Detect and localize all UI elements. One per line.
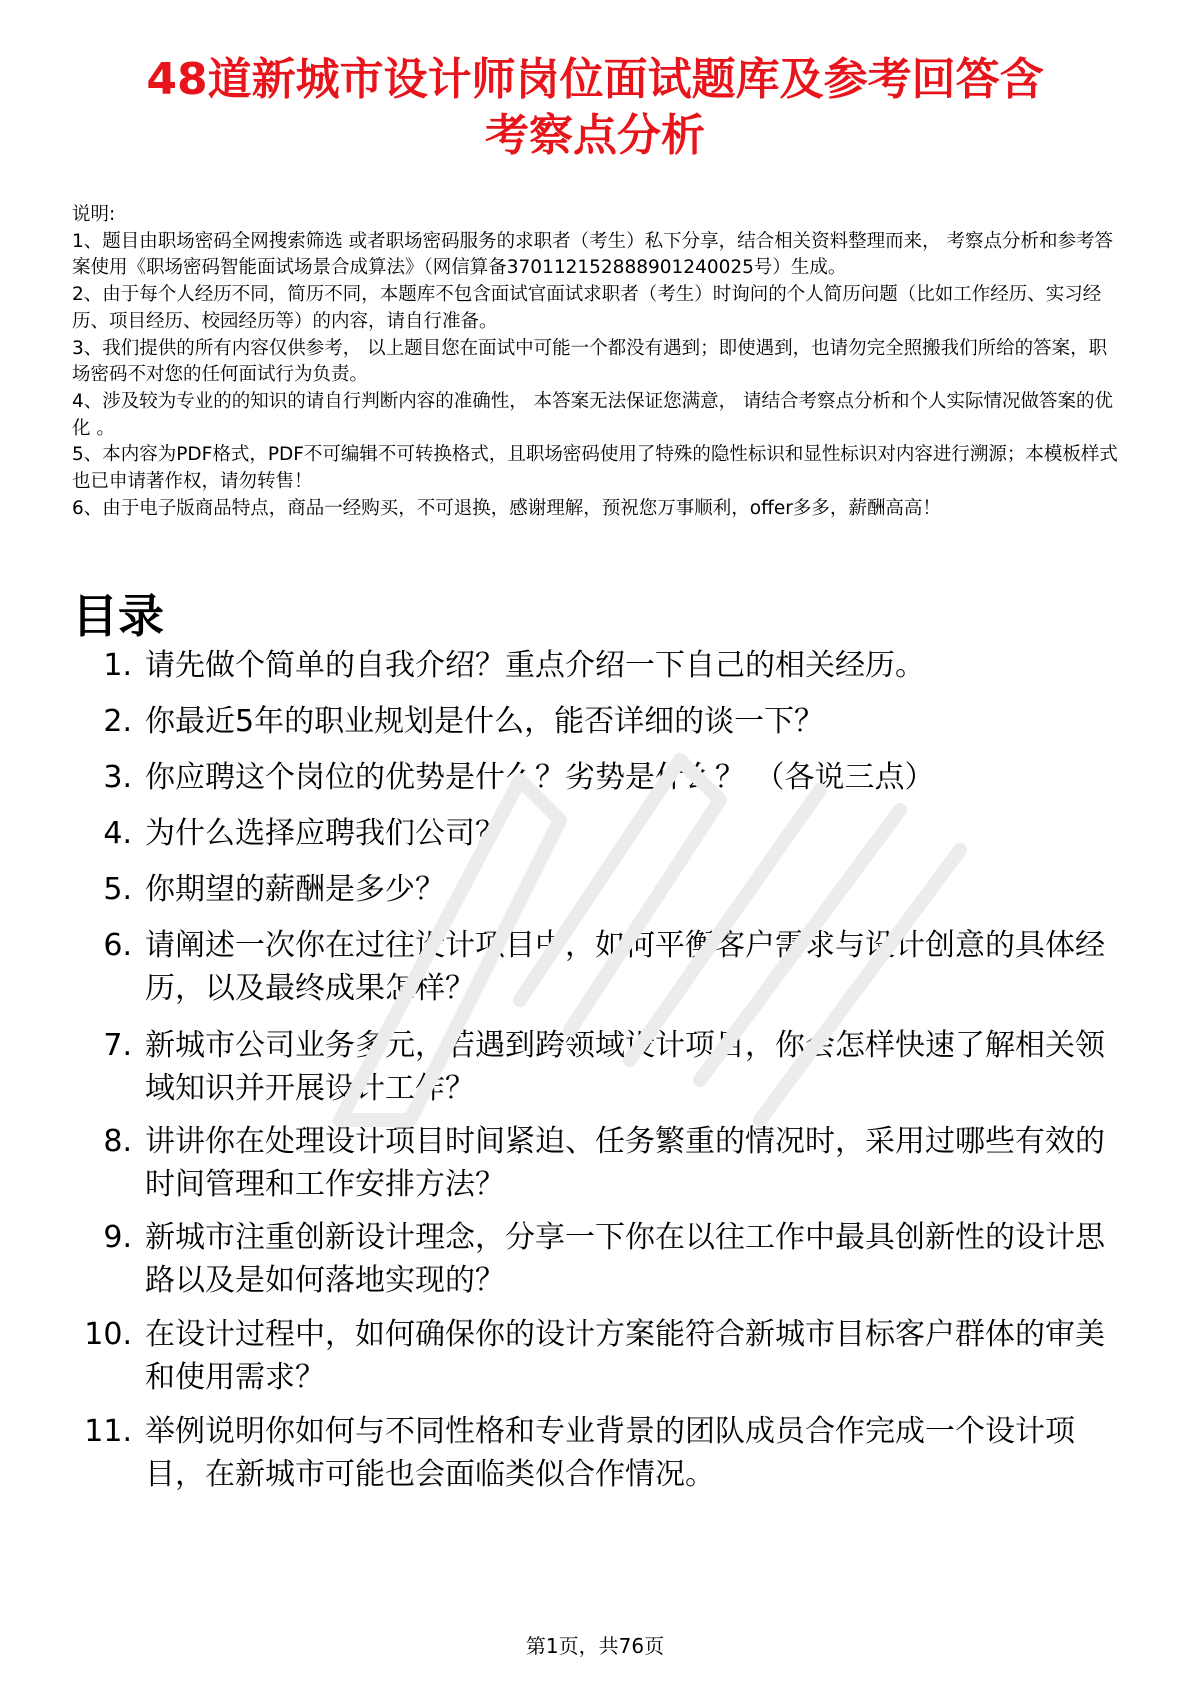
- note-item: 1、题目由职场密码全网搜索筛选 或者职场密码服务的求职者（考生）私下分享，结合相关资料整理而来， 考察点分析和参考答案使用《职场密码智能面试场景合成算法》（网信算备370112152888901240025号）生成。: [72, 230, 1114, 279]
- title-line-1: 48道新城市设计师岗位面试题库及参考回答含: [146, 54, 1044, 105]
- note-item: 2、由于每个人经历不同，简历不同，本题库不包含面试官面试求职者（考生）时询问的个人简历问题（比如工作经历、实习经历、项目经历、校园经历等）的内容，请自行准备。: [72, 284, 1102, 332]
- toc-item-text: 在设计过程中，如何确保你的设计方案能符合新城市目标客户群体的审美和使用需求？: [145, 1317, 1105, 1395]
- toc-item-text: 你期望的薪酬是多少？: [145, 872, 445, 907]
- toc-item-number: 5.: [103, 872, 132, 907]
- note-item: 6、由于电子版商品特点，商品一经购买，不可退换，感谢理解，预祝您万事顺利，offer多多，薪酬高高！: [72, 497, 941, 519]
- toc-item-number: 8.: [103, 1124, 132, 1159]
- toc-item-number: 2.: [103, 704, 132, 739]
- toc-item-text: 讲讲你在处理设计项目时间紧迫、任务繁重的情况时，采用过哪些有效的时间管理和工作安排方法？: [145, 1124, 1105, 1202]
- notes-label: 说明:: [72, 204, 116, 225]
- toc-item-text: 请阐述一次你在过往设计项目中，如何平衡客户需求与设计创意的具体经历，以及最终成果怎样？: [145, 928, 1105, 1006]
- toc-item-number: 9.: [103, 1220, 132, 1255]
- page-footer: 第1页，共76页: [525, 1634, 665, 1658]
- note-item: 5、本内容为PDF格式，PDF不可编辑不可转换格式，且职场密码使用了特殊的隐性标识和显性标识对内容进行溯源；本模板样式也已申请著作权，请勿转售！: [72, 444, 1118, 493]
- toc-item-text: 新城市注重创新设计理念，分享一下你在以往工作中最具创新性的设计思路以及是如何落地实现的？: [145, 1220, 1105, 1298]
- toc-item-number: 7.: [103, 1028, 132, 1063]
- toc-item-text: 你最近5年的职业规划是什么，能否详细的谈一下？: [145, 704, 825, 739]
- toc-item-number: 3.: [103, 760, 132, 795]
- toc-item-text: 你应聘这个岗位的优势是什么？劣势是什么？ （各说三点）: [145, 760, 935, 795]
- notes-section: [72, 202, 1120, 522]
- toc-heading: 目录: [72, 589, 164, 643]
- toc-item-text: 为什么选择应聘我们公司？: [145, 816, 505, 851]
- toc-item-number: 10.: [84, 1317, 132, 1352]
- title-line-2: 考察点分析: [485, 110, 705, 161]
- toc-item-number: 4.: [103, 816, 132, 851]
- toc-item-number: 6.: [103, 928, 132, 963]
- toc-item-number: 11.: [84, 1414, 132, 1449]
- document-title: [60, 52, 1130, 164]
- toc-item-text: 新城市公司业务多元，若遇到跨领域设计项目，你会怎样快速了解相关领域知识并开展设计工作？: [145, 1028, 1105, 1106]
- toc-item-text: 举例说明你如何与不同性格和专业背景的团队成员合作完成一个设计项目，在新城市可能也会面临类似合作情况。: [145, 1414, 1075, 1492]
- toc-item-text: 请先做个简单的自我介绍？重点介绍一下自己的相关经历。: [145, 648, 925, 683]
- toc-item-number: 1.: [103, 648, 132, 683]
- note-item: 4、涉及较为专业的的知识的请自行判断内容的准确性， 本答案无法保证您满意， 请结合考察点分析和个人实际情况做答案的优化 。: [72, 390, 1114, 439]
- note-item: 3、我们提供的所有内容仅供参考， 以上题目您在面试中可能一个都没有遇到；即使遇到，也请勿完全照搬我们所给的答案，职场密码不对您的任何面试行为负责。: [72, 337, 1108, 386]
